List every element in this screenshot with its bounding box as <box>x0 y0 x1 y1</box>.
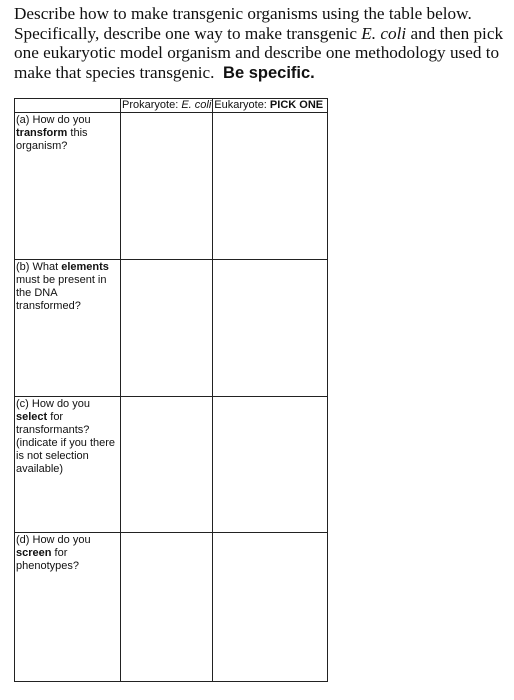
row-question-b <box>15 260 121 397</box>
row-question-a <box>15 113 121 260</box>
question-keyword: elements <box>61 261 109 273</box>
prompt-emphasis: Be specific. <box>223 63 315 82</box>
question-prompt <box>14 4 506 83</box>
question-text: (b) What <box>16 261 62 273</box>
header-prokaryote-label: Prokaryote: <box>122 99 182 111</box>
prompt-ecoli: E. coli <box>361 23 407 43</box>
answer-cell-eukaryote[interactable] <box>213 397 328 533</box>
prompt-line-4: make that species transgenic. <box>14 62 215 82</box>
question-text: (d) How do you <box>16 534 91 546</box>
table-row <box>15 533 328 682</box>
header-prokaryote <box>121 99 213 113</box>
answer-cell-prokaryote[interactable] <box>121 260 213 397</box>
answer-table <box>14 98 328 682</box>
row-question-d <box>15 533 121 682</box>
header-eukaryote <box>213 99 328 113</box>
header-eukaryote-label: Eukaryote: <box>214 99 270 111</box>
header-ecoli: E. coli <box>181 99 212 111</box>
answer-cell-prokaryote[interactable] <box>121 397 213 533</box>
answer-cell-eukaryote[interactable] <box>213 113 328 260</box>
table-header-row <box>15 99 328 113</box>
row-question-c <box>15 397 121 533</box>
prompt-line-2b: and then pick <box>406 23 504 43</box>
header-empty-cell <box>15 99 121 113</box>
question-keyword: screen <box>16 547 52 559</box>
question-text: for phenotypes? <box>16 547 79 572</box>
answer-cell-prokaryote[interactable] <box>121 533 213 682</box>
table-row <box>15 113 328 260</box>
table-row <box>15 260 328 397</box>
answer-cell-eukaryote[interactable] <box>213 533 328 682</box>
question-text: (c) How do you <box>16 398 90 410</box>
question-text: must be present in the DNA transformed? <box>16 274 107 312</box>
prompt-line-2a: Specifically, describe one way to make transgenic <box>14 23 362 43</box>
question-text: this organism? <box>16 127 88 152</box>
question-keyword: select <box>16 411 48 423</box>
answer-cell-prokaryote[interactable] <box>121 113 213 260</box>
prompt-line-3: one eukaryotic model organism and describe one methodology used to <box>14 43 500 62</box>
answer-cell-eukaryote[interactable] <box>213 260 328 397</box>
prompt-line-1: Describe how to make transgenic organisms using the table below. <box>14 4 472 23</box>
question-keyword: transform <box>16 127 68 139</box>
table-row <box>15 397 328 533</box>
question-text: for transformants? (indicate if you there is not selection available) <box>16 411 116 475</box>
header-pick-one: PICK ONE <box>269 99 324 111</box>
question-text: (a) How do you <box>16 114 91 126</box>
